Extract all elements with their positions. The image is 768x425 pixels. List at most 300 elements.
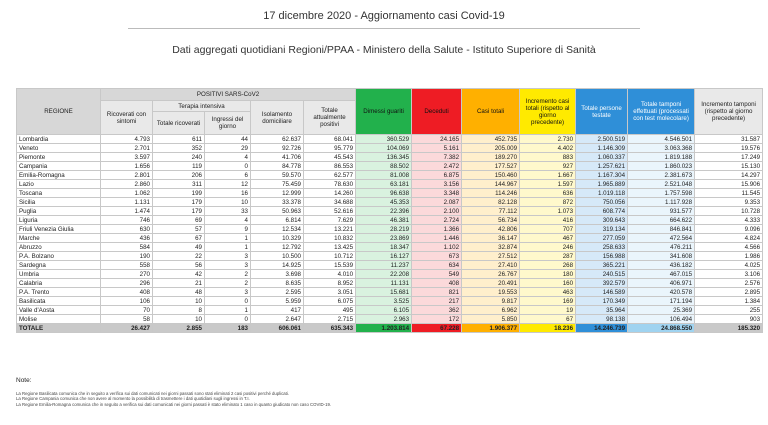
value-cell: 67 bbox=[520, 315, 576, 324]
page-subtitle: Dati aggregati quotidiani Regioni/PPAA - Ministero della Salute - Istituto Superiore di Sanità bbox=[172, 44, 596, 56]
value-cell: 32.874 bbox=[462, 243, 520, 252]
value-cell: 62.577 bbox=[304, 171, 356, 180]
value-cell: 392.579 bbox=[576, 279, 628, 288]
header-casi-totali: Casi totali bbox=[462, 89, 520, 135]
covid-data-table bbox=[16, 88, 763, 333]
value-cell: 1.117.928 bbox=[628, 198, 695, 207]
value-cell: 104.069 bbox=[356, 144, 412, 153]
value-cell: 23.869 bbox=[356, 234, 412, 243]
value-cell: 33 bbox=[205, 207, 251, 216]
value-cell: 277.059 bbox=[576, 234, 628, 243]
table-row bbox=[17, 306, 763, 315]
table-row bbox=[17, 297, 763, 306]
value-cell: 41.706 bbox=[251, 153, 304, 162]
table-row bbox=[17, 144, 763, 153]
value-cell: 70 bbox=[101, 306, 153, 315]
note-line: La Regione Campania comunica che non avere al momento la possibilità di trasmettere i dati quotidiani sugli ingressi in T.I. bbox=[16, 396, 250, 402]
value-cell: 45.353 bbox=[356, 198, 412, 207]
value-cell: 10.500 bbox=[251, 252, 304, 261]
value-cell: 13.425 bbox=[304, 243, 356, 252]
value-cell: 28.219 bbox=[356, 225, 412, 234]
value-cell: 50.963 bbox=[251, 207, 304, 216]
value-cell: 96.638 bbox=[356, 189, 412, 198]
value-cell: 1.474 bbox=[101, 207, 153, 216]
value-cell: 22.208 bbox=[356, 270, 412, 279]
value-cell: 821 bbox=[412, 288, 462, 297]
value-cell: 17.249 bbox=[695, 153, 763, 162]
value-cell: 27.410 bbox=[462, 261, 520, 270]
value-cell: 84.778 bbox=[251, 162, 304, 171]
value-cell: 495 bbox=[304, 306, 356, 315]
header-positivi: POSITIVI SARS-CoV2 bbox=[101, 89, 356, 101]
value-cell: 3.156 bbox=[412, 180, 462, 189]
value-cell: 46.381 bbox=[356, 216, 412, 225]
value-cell: 883 bbox=[520, 153, 576, 162]
region-name-cell: Friuli Venezia Giulia bbox=[17, 225, 101, 234]
value-cell: 21 bbox=[153, 279, 205, 288]
value-cell: 15.130 bbox=[695, 162, 763, 171]
region-name-cell: Sardegna bbox=[17, 261, 101, 270]
value-cell: 68.041 bbox=[304, 135, 356, 144]
region-name-cell: Umbria bbox=[17, 270, 101, 279]
value-cell: 185.320 bbox=[695, 324, 763, 333]
note-line: La Regione Basilicata comunica che in seguito a verifica sui dati comunicati nei giorni passati sono stati eliminati 2 casi positivi perché duplicati. bbox=[16, 391, 289, 396]
table-row bbox=[17, 171, 763, 180]
value-cell: 1.965.889 bbox=[576, 180, 628, 189]
region-name-cell: Lombardia bbox=[17, 135, 101, 144]
value-cell: 13.221 bbox=[304, 225, 356, 234]
value-cell: 4.333 bbox=[695, 216, 763, 225]
value-cell: 7.629 bbox=[304, 216, 356, 225]
table-row bbox=[17, 216, 763, 225]
value-cell: 42.806 bbox=[462, 225, 520, 234]
value-cell: 56.734 bbox=[462, 216, 520, 225]
value-cell: 3.525 bbox=[356, 297, 412, 306]
table-row bbox=[17, 279, 763, 288]
value-cell: 16 bbox=[205, 189, 251, 198]
header-totale-tamponi: Totale tamponi effettuati (processati con test molecolare) bbox=[628, 89, 695, 135]
value-cell: 3.063.368 bbox=[628, 144, 695, 153]
value-cell: 4.025 bbox=[695, 261, 763, 270]
value-cell: 19 bbox=[520, 306, 576, 315]
value-cell: 11.237 bbox=[356, 261, 412, 270]
value-cell: 88.502 bbox=[356, 162, 412, 171]
value-cell: 14.925 bbox=[251, 261, 304, 270]
table-row bbox=[17, 315, 763, 324]
value-cell: 15.906 bbox=[695, 180, 763, 189]
region-name-cell: Lazio bbox=[17, 180, 101, 189]
value-cell: 29 bbox=[205, 144, 251, 153]
value-cell: 1.597 bbox=[520, 180, 576, 189]
value-cell: 179 bbox=[153, 207, 205, 216]
value-cell: 189.270 bbox=[462, 153, 520, 162]
value-cell: 240.515 bbox=[576, 270, 628, 279]
value-cell: 1.667 bbox=[520, 171, 576, 180]
value-cell: 1.019.118 bbox=[576, 189, 628, 198]
value-cell: 199 bbox=[153, 189, 205, 198]
value-cell: 3.597 bbox=[101, 153, 153, 162]
value-cell: 82.128 bbox=[462, 198, 520, 207]
value-cell: 1.757.598 bbox=[628, 189, 695, 198]
value-cell: 10 bbox=[205, 198, 251, 207]
value-cell: 2.381.673 bbox=[628, 171, 695, 180]
value-cell: 179 bbox=[153, 198, 205, 207]
table-row bbox=[17, 207, 763, 216]
value-cell: 4.402 bbox=[520, 144, 576, 153]
value-cell: 872 bbox=[520, 198, 576, 207]
value-cell: 4.824 bbox=[695, 234, 763, 243]
value-cell: 1.203.814 bbox=[356, 324, 412, 333]
value-cell: 360.529 bbox=[356, 135, 412, 144]
value-cell: 1.986 bbox=[695, 252, 763, 261]
value-cell: 5.959 bbox=[251, 297, 304, 306]
value-cell: 3.051 bbox=[304, 288, 356, 297]
value-cell: 352 bbox=[153, 144, 205, 153]
value-cell: 246 bbox=[520, 243, 576, 252]
value-cell: 2.595 bbox=[251, 288, 304, 297]
value-cell: 9 bbox=[205, 225, 251, 234]
value-cell: 206 bbox=[153, 171, 205, 180]
value-cell: 3.106 bbox=[695, 270, 763, 279]
value-cell: 2.730 bbox=[520, 135, 576, 144]
value-cell: 3.348 bbox=[412, 189, 462, 198]
value-cell: 12.999 bbox=[251, 189, 304, 198]
value-cell: 172 bbox=[412, 315, 462, 324]
value-cell: 10.329 bbox=[251, 234, 304, 243]
value-cell: 150.460 bbox=[462, 171, 520, 180]
value-cell: 183 bbox=[205, 324, 251, 333]
value-cell: 240 bbox=[153, 153, 205, 162]
table-row bbox=[17, 243, 763, 252]
header-totale-persone: Totale persone testate bbox=[576, 89, 628, 135]
value-cell: 67 bbox=[153, 234, 205, 243]
header-isolamento: Isolamento domiciliare bbox=[251, 101, 304, 135]
value-cell: 6.875 bbox=[412, 171, 462, 180]
region-name-cell: Sicilia bbox=[17, 198, 101, 207]
value-cell: 16.127 bbox=[356, 252, 412, 261]
value-cell: 931.577 bbox=[628, 207, 695, 216]
value-cell: 258.633 bbox=[576, 243, 628, 252]
value-cell: 5.161 bbox=[412, 144, 462, 153]
table-row bbox=[17, 252, 763, 261]
value-cell: 2.500.519 bbox=[576, 135, 628, 144]
value-cell: 4.566 bbox=[695, 243, 763, 252]
header-regione: REGIONE bbox=[17, 89, 101, 135]
value-cell: 67.228 bbox=[412, 324, 462, 333]
value-cell: 180 bbox=[520, 270, 576, 279]
value-cell: 406.971 bbox=[628, 279, 695, 288]
value-cell: 4.793 bbox=[101, 135, 153, 144]
table-row bbox=[17, 261, 763, 270]
value-cell: 26.767 bbox=[462, 270, 520, 279]
value-cell: 1.384 bbox=[695, 297, 763, 306]
value-cell: 177.527 bbox=[462, 162, 520, 171]
value-cell: 14.260 bbox=[304, 189, 356, 198]
value-cell: 436 bbox=[101, 234, 153, 243]
value-cell: 903 bbox=[695, 315, 763, 324]
value-cell: 27.512 bbox=[462, 252, 520, 261]
value-cell: 927 bbox=[520, 162, 576, 171]
value-cell: 452.735 bbox=[462, 135, 520, 144]
table-row bbox=[17, 180, 763, 189]
value-cell: 22 bbox=[153, 252, 205, 261]
value-cell: 10 bbox=[153, 315, 205, 324]
value-cell: 2.724 bbox=[412, 216, 462, 225]
value-cell: 6.105 bbox=[356, 306, 412, 315]
value-cell: 9.353 bbox=[695, 198, 763, 207]
value-cell: 31.587 bbox=[695, 135, 763, 144]
value-cell: 1.446 bbox=[412, 234, 462, 243]
value-cell: 1 bbox=[205, 243, 251, 252]
value-cell: 6.814 bbox=[251, 216, 304, 225]
value-cell: 18.236 bbox=[520, 324, 576, 333]
value-cell: 296 bbox=[101, 279, 153, 288]
value-cell: 2.521.048 bbox=[628, 180, 695, 189]
value-cell: 467.015 bbox=[628, 270, 695, 279]
value-cell: 35.964 bbox=[576, 306, 628, 315]
region-name-cell: Abruzzo bbox=[17, 243, 101, 252]
value-cell: 365.221 bbox=[576, 261, 628, 270]
value-cell: 9.096 bbox=[695, 225, 763, 234]
value-cell: 190 bbox=[101, 252, 153, 261]
value-cell: 8.635 bbox=[251, 279, 304, 288]
value-cell: 584 bbox=[101, 243, 153, 252]
value-cell: 10.728 bbox=[695, 207, 763, 216]
value-cell: 98.138 bbox=[576, 315, 628, 324]
value-cell: 33.378 bbox=[251, 198, 304, 207]
value-cell: 2.963 bbox=[356, 315, 412, 324]
value-cell: 19.576 bbox=[695, 144, 763, 153]
value-cell: 1.656 bbox=[101, 162, 153, 171]
table-row bbox=[17, 198, 763, 207]
value-cell: 11.131 bbox=[356, 279, 412, 288]
region-name-cell: Piemonte bbox=[17, 153, 101, 162]
value-cell: 2.855 bbox=[153, 324, 205, 333]
value-cell: 1 bbox=[205, 306, 251, 315]
value-cell: 95.779 bbox=[304, 144, 356, 153]
value-cell: 1.073 bbox=[520, 207, 576, 216]
header-incremento-casi: Incremento casi totali (rispetto al giorno precedente) bbox=[520, 89, 576, 135]
value-cell: 255 bbox=[695, 306, 763, 315]
value-cell: 45.543 bbox=[304, 153, 356, 162]
value-cell: 217 bbox=[412, 297, 462, 306]
value-cell: 10.832 bbox=[304, 234, 356, 243]
region-name-cell: Liguria bbox=[17, 216, 101, 225]
value-cell: 3 bbox=[205, 261, 251, 270]
value-cell: 144.967 bbox=[462, 180, 520, 189]
value-cell: 4.010 bbox=[304, 270, 356, 279]
value-cell: 78.630 bbox=[304, 180, 356, 189]
value-cell: 636 bbox=[520, 189, 576, 198]
value-cell: 6.075 bbox=[304, 297, 356, 306]
value-cell: 6.962 bbox=[462, 306, 520, 315]
value-cell: 2.100 bbox=[412, 207, 462, 216]
value-cell: 2.647 bbox=[251, 315, 304, 324]
value-cell: 611 bbox=[153, 135, 205, 144]
value-cell: 0 bbox=[205, 315, 251, 324]
value-cell: 270 bbox=[101, 270, 153, 279]
value-cell: 1.860.023 bbox=[628, 162, 695, 171]
table-row bbox=[17, 225, 763, 234]
value-cell: 606.061 bbox=[251, 324, 304, 333]
value-cell: 634 bbox=[412, 261, 462, 270]
value-cell: 15.539 bbox=[304, 261, 356, 270]
table-row bbox=[17, 189, 763, 198]
value-cell: 268 bbox=[520, 261, 576, 270]
value-cell: 14.297 bbox=[695, 171, 763, 180]
value-cell: 160 bbox=[520, 279, 576, 288]
value-cell: 4 bbox=[205, 153, 251, 162]
value-cell: 549 bbox=[412, 270, 462, 279]
value-cell: 319.134 bbox=[576, 225, 628, 234]
value-cell: 119 bbox=[153, 162, 205, 171]
value-cell: 59.570 bbox=[251, 171, 304, 180]
header-totale-ricoverati: Totale ricoverati bbox=[153, 112, 205, 135]
value-cell: 1.131 bbox=[101, 198, 153, 207]
region-name-cell: TOTALE bbox=[17, 324, 101, 333]
value-cell: 309.643 bbox=[576, 216, 628, 225]
value-cell: 467 bbox=[520, 234, 576, 243]
table-row bbox=[17, 135, 763, 144]
header-terapia-intensiva: Terapia intensiva bbox=[153, 101, 251, 112]
value-cell: 4 bbox=[205, 216, 251, 225]
value-cell: 114.246 bbox=[462, 189, 520, 198]
value-cell: 25.369 bbox=[628, 306, 695, 315]
value-cell: 707 bbox=[520, 225, 576, 234]
value-cell: 0 bbox=[205, 162, 251, 171]
value-cell: 2.895 bbox=[695, 288, 763, 297]
value-cell: 630 bbox=[101, 225, 153, 234]
value-cell: 2.701 bbox=[101, 144, 153, 153]
value-cell: 6 bbox=[205, 171, 251, 180]
value-cell: 12.792 bbox=[251, 243, 304, 252]
region-name-cell: Campania bbox=[17, 162, 101, 171]
region-name-cell: Marche bbox=[17, 234, 101, 243]
value-cell: 2.860 bbox=[101, 180, 153, 189]
value-cell: 12.534 bbox=[251, 225, 304, 234]
value-cell: 417 bbox=[251, 306, 304, 315]
value-cell: 52.616 bbox=[304, 207, 356, 216]
value-cell: 8 bbox=[153, 306, 205, 315]
value-cell: 287 bbox=[520, 252, 576, 261]
value-cell: 81.008 bbox=[356, 171, 412, 180]
value-cell: 9.817 bbox=[462, 297, 520, 306]
value-cell: 11.545 bbox=[695, 189, 763, 198]
value-cell: 1.167.304 bbox=[576, 171, 628, 180]
region-name-cell: P.A. Bolzano bbox=[17, 252, 101, 261]
value-cell: 2.715 bbox=[304, 315, 356, 324]
value-cell: 92.726 bbox=[251, 144, 304, 153]
title-divider bbox=[128, 28, 640, 29]
value-cell: 1.366 bbox=[412, 225, 462, 234]
value-cell: 171.194 bbox=[628, 297, 695, 306]
header-dimessi: Dimessi guariti bbox=[356, 89, 412, 135]
region-name-cell: Toscana bbox=[17, 189, 101, 198]
value-cell: 4.546.501 bbox=[628, 135, 695, 144]
header-ingressi: Ingressi del giorno bbox=[205, 112, 251, 135]
value-cell: 1.146.309 bbox=[576, 144, 628, 153]
value-cell: 311 bbox=[153, 180, 205, 189]
note-line: La Regione Emilia-Romagna comunica che in seguito a verifica sui dati comunicati nei giorni passati è stato eliminato 1 caso in quanto giudicato non caso COVID-19. bbox=[16, 401, 332, 407]
value-cell: 14.246.739 bbox=[576, 324, 628, 333]
value-cell: 10 bbox=[153, 297, 205, 306]
value-cell: 156.988 bbox=[576, 252, 628, 261]
value-cell: 362 bbox=[412, 306, 462, 315]
value-cell: 436.182 bbox=[628, 261, 695, 270]
value-cell: 136.345 bbox=[356, 153, 412, 162]
value-cell: 5.850 bbox=[462, 315, 520, 324]
value-cell: 2.087 bbox=[412, 198, 462, 207]
value-cell: 463 bbox=[520, 288, 576, 297]
table-row bbox=[17, 153, 763, 162]
table-row bbox=[17, 270, 763, 279]
value-cell: 1.060.337 bbox=[576, 153, 628, 162]
value-cell: 341.608 bbox=[628, 252, 695, 261]
region-name-cell: Calabria bbox=[17, 279, 101, 288]
header-totale-positivi: Totale attualmente positivi bbox=[304, 101, 356, 135]
value-cell: 750.056 bbox=[576, 198, 628, 207]
value-cell: 476.211 bbox=[628, 243, 695, 252]
value-cell: 12 bbox=[205, 180, 251, 189]
value-cell: 8.952 bbox=[304, 279, 356, 288]
value-cell: 24.868.550 bbox=[628, 324, 695, 333]
value-cell: 2.801 bbox=[101, 171, 153, 180]
value-cell: 22.396 bbox=[356, 207, 412, 216]
region-name-cell: Emilia-Romagna bbox=[17, 171, 101, 180]
value-cell: 34.688 bbox=[304, 198, 356, 207]
value-cell: 3.698 bbox=[251, 270, 304, 279]
value-cell: 62.637 bbox=[251, 135, 304, 144]
region-name-cell: P.A. Trento bbox=[17, 288, 101, 297]
value-cell: 18.347 bbox=[356, 243, 412, 252]
value-cell: 0 bbox=[205, 297, 251, 306]
region-name-cell: Valle d'Aosta bbox=[17, 306, 101, 315]
table-row bbox=[17, 288, 763, 297]
notes-section bbox=[16, 377, 756, 407]
value-cell: 58 bbox=[101, 315, 153, 324]
value-cell: 2.576 bbox=[695, 279, 763, 288]
value-cell: 472.564 bbox=[628, 234, 695, 243]
value-cell: 106.494 bbox=[628, 315, 695, 324]
value-cell: 57 bbox=[153, 225, 205, 234]
value-cell: 416 bbox=[520, 216, 576, 225]
value-cell: 635.343 bbox=[304, 324, 356, 333]
value-cell: 170.349 bbox=[576, 297, 628, 306]
header-incremento-tamponi: Incremento tamponi (rispetto al giorno precedente) bbox=[695, 89, 763, 135]
value-cell: 3 bbox=[205, 288, 251, 297]
table-row bbox=[17, 234, 763, 243]
value-cell: 75.459 bbox=[251, 180, 304, 189]
value-cell: 1.819.188 bbox=[628, 153, 695, 162]
value-cell: 205.009 bbox=[462, 144, 520, 153]
region-name-cell: Puglia bbox=[17, 207, 101, 216]
value-cell: 420.578 bbox=[628, 288, 695, 297]
value-cell: 56 bbox=[153, 261, 205, 270]
value-cell: 86.553 bbox=[304, 162, 356, 171]
value-cell: 1.102 bbox=[412, 243, 462, 252]
region-name-cell: Molise bbox=[17, 315, 101, 324]
value-cell: 169 bbox=[520, 297, 576, 306]
page-title: 17 dicembre 2020 - Aggiornamento casi Covid-19 bbox=[263, 10, 505, 22]
value-cell: 24.165 bbox=[412, 135, 462, 144]
value-cell: 1 bbox=[205, 234, 251, 243]
value-cell: 48 bbox=[153, 288, 205, 297]
value-cell: 36.147 bbox=[462, 234, 520, 243]
value-cell: 408 bbox=[101, 288, 153, 297]
value-cell: 608.774 bbox=[576, 207, 628, 216]
value-cell: 846.841 bbox=[628, 225, 695, 234]
header-deceduti: Deceduti bbox=[412, 89, 462, 135]
